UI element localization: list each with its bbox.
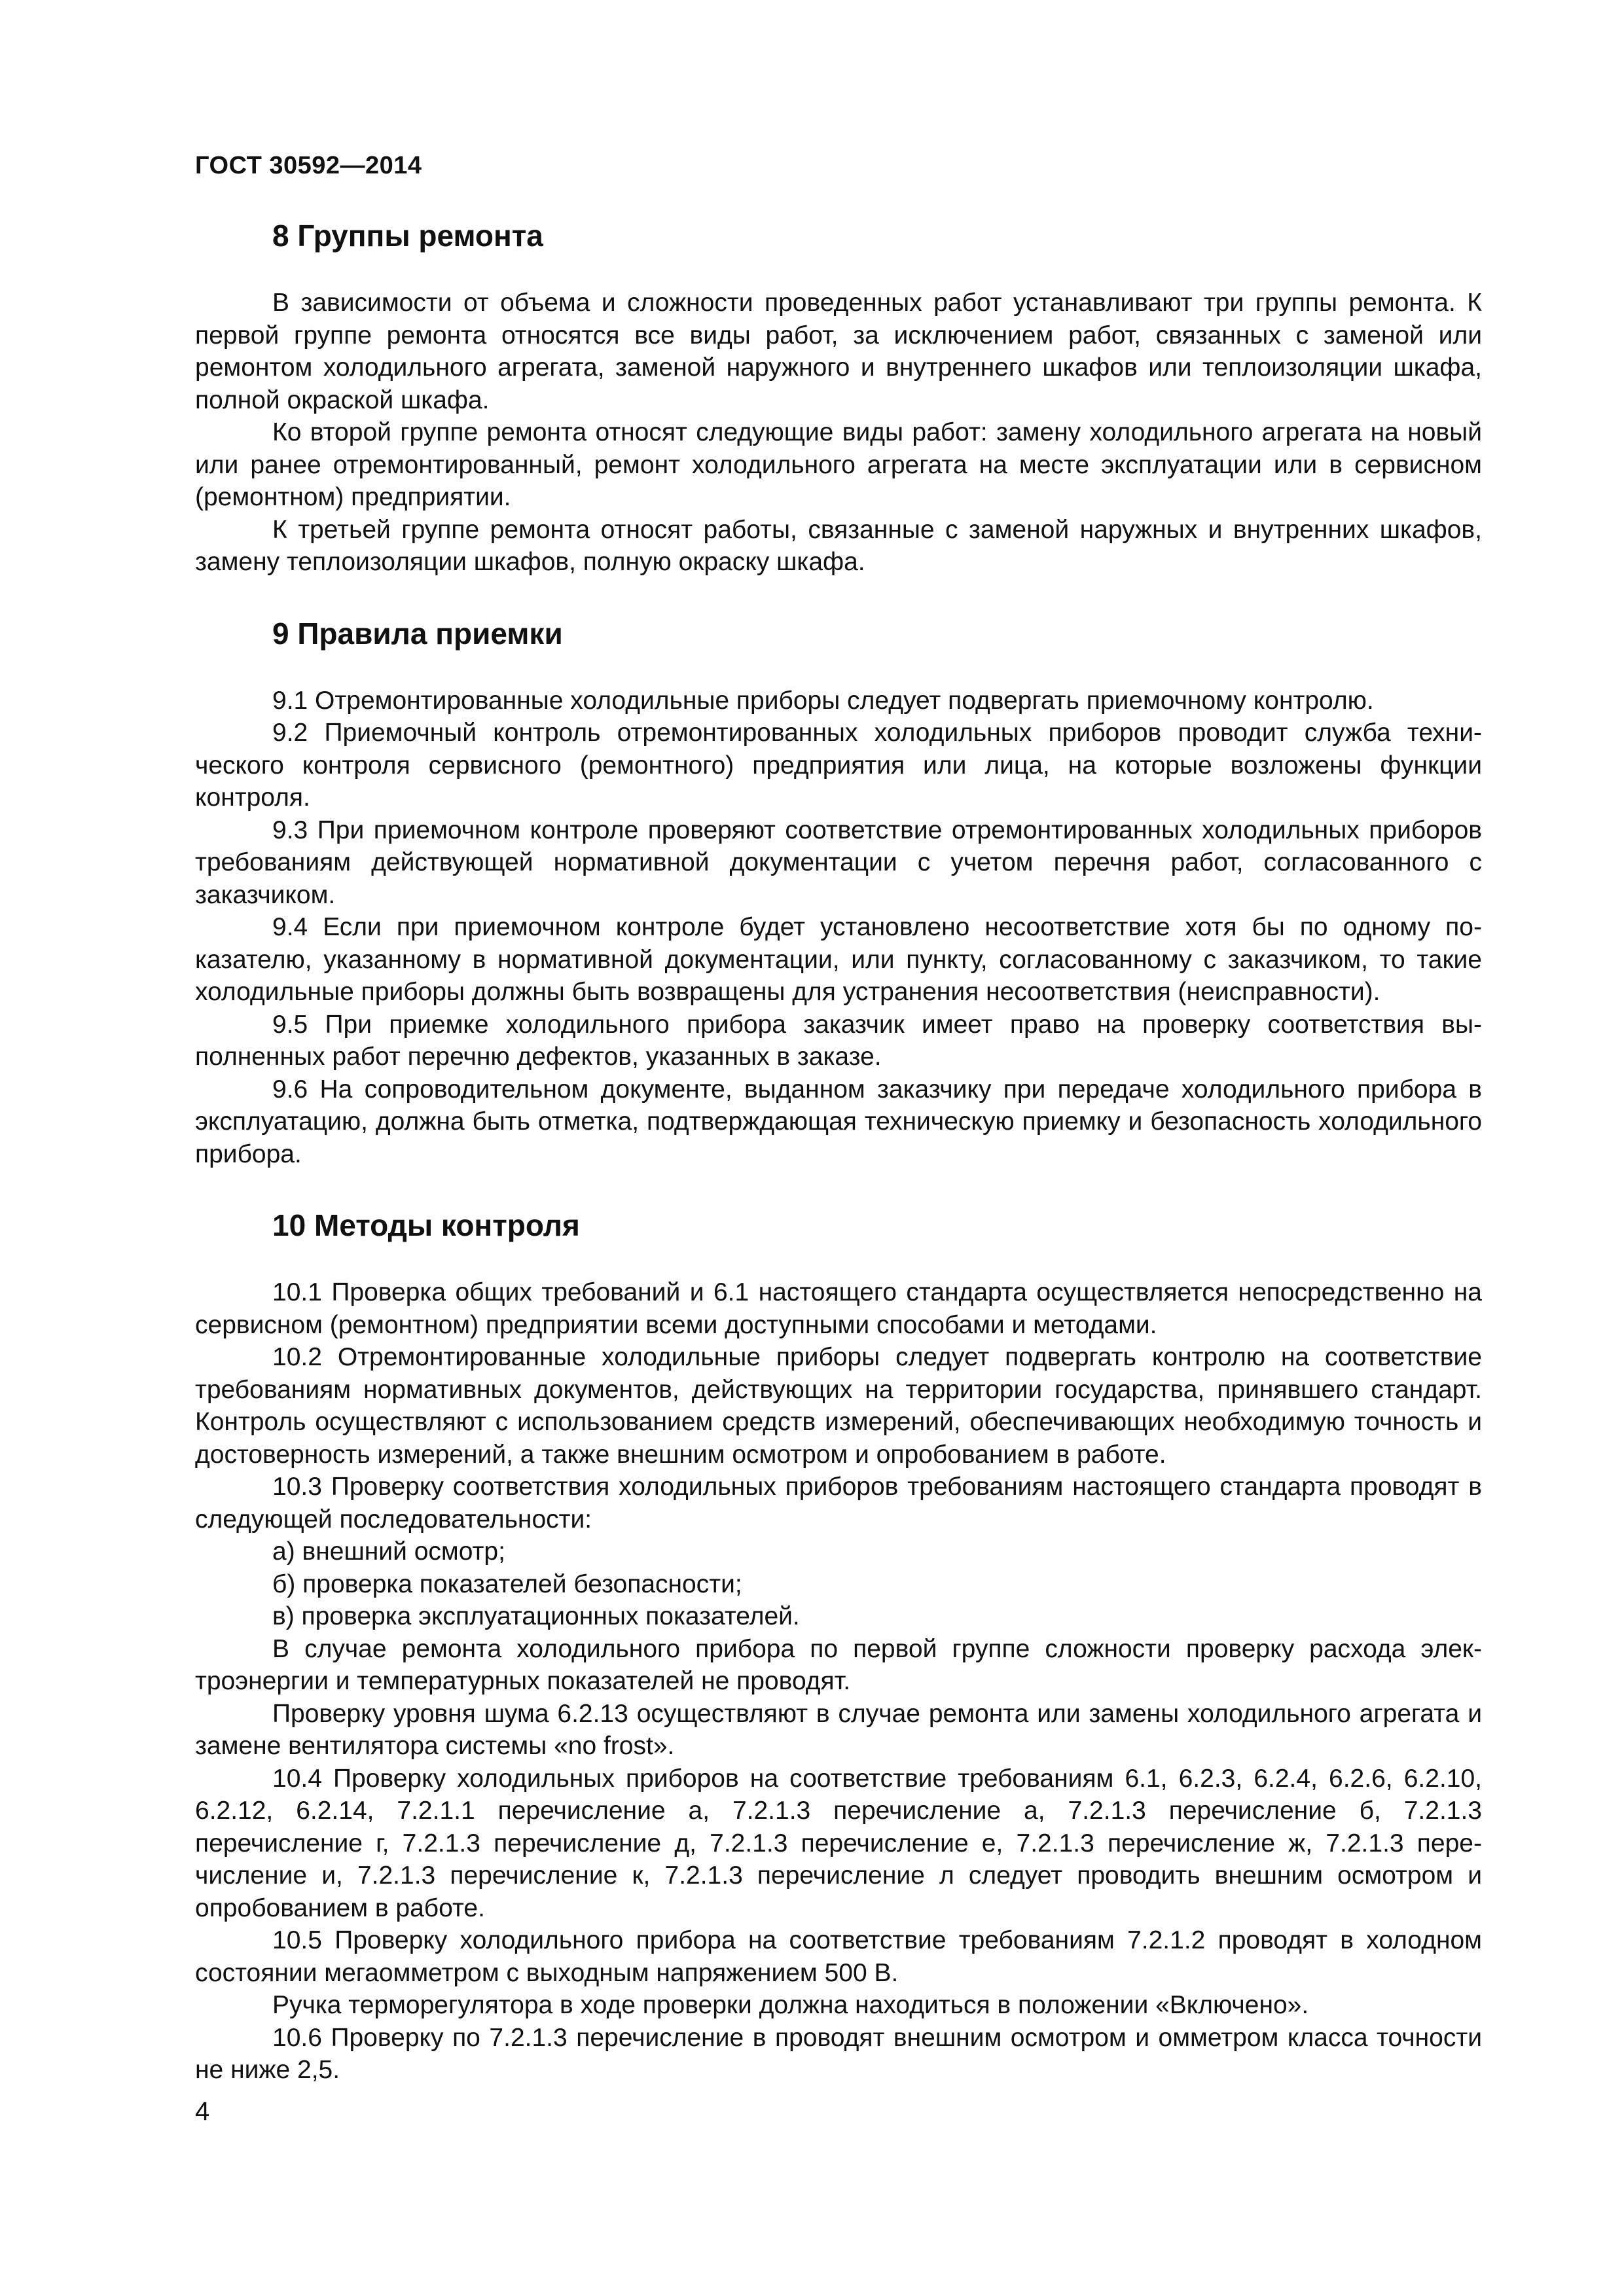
list-item: в) проверка эксплуатационных показателей. [272,1602,800,1630]
paragraph: 9.5 При приемке холодильного прибора заказчик имеет право на проверку соответствия выполненных работ перечню дефектов, указанных в заказе. [195,1010,1482,1071]
paragraph: К третьей группе ремонта относят работы, связанные с заменой наружных и внутренних шкафов, замену теплоизоляции шкафов, полную окраску шкафа. [195,515,1482,576]
paragraph: 9.6 На сопроводительном документе, выданном заказчику при передаче холодильного прибора в эксплуатацию, должна быть отметка, подтверждающая техническую приемку и безопасность холодильного прибора. [195,1075,1482,1168]
section-title: 10 Методы контроля [272,1208,580,1242]
paragraph: 10.3 Проверку соответствия холодильных приборов требованиям настоящего стандарта проводят в следующей последовательности: [195,1473,1482,1534]
paragraph: 9.1 Отремонтированные холодильные приборы следует подвергать приемочному контролю. [272,686,1374,715]
paragraph: 9.3 При приемочном контроле проверяют соответствие отремонтированных холодильных приборов требованиям действующей нормативной документации с учетом перечня работ, согласованного с заказчиком. [195,816,1482,909]
section-acceptance-rules [195,614,1482,1171]
list-item: б) проверка показателей безопасности; [272,1570,742,1598]
paragraph: 10.1 Проверка общих требований и 6.1 настоящего стандарта осуществляется непосредственно на сервисном (ремонтном) предприятии всеми доступными способами и методами. [195,1278,1482,1339]
paragraph: 9.2 Приемочный контроль отремонтированных холодильных приборов проводит служба технического контроля сервисного (ремонтного) предприятия или лица, на которые возложены функции контроля. [195,719,1482,812]
page-number: 4 [195,2097,210,2126]
section-control-methods [195,1206,1482,2087]
paragraph: Ко второй группе ремонта относят следующие виды работ: замену холодильного агрегата на новый или ранее отремонтированный, ремонт холодильного агрегата на месте эксплуатации или в сервисном (ремонтном) предприятии. [195,418,1482,511]
section-title: 9 Правила приемки [272,616,563,651]
paragraph: В зависимости от объема и сложности проведенных работ устанавливают три группы ремонта. К первой группе ремонта относятся все виды работ, за исключением работ, связанных с заменой или ремонтом холодильного агрегата, заменой наружного и внутреннего шкафов или теплоизоляции шкафа, полной окраской шкафа. [195,289,1482,414]
paragraph: Ручка терморегулятора в ходе проверки должна находиться в положении «Включено». [272,1991,1309,2019]
paragraph: 10.5 Проверку холодильного прибора на соответствие требованиям 7.2.1.2 проводят в холодном состоянии мегаомметром с выходным напряжением 500 В. [195,1926,1482,1987]
paragraph: В случае ремонта холодильного прибора по первой группе сложности проверку расхода электроэнергии и температурных показателей не проводят. [195,1634,1482,1695]
paragraph: 10.2 Отремонтированные холодильные приборы следует подвергать контролю на соответствие требованиям нормативных документов, действующих на территории государства, принявшего стандарт. Контроль осуществляют с использованием средств измерений, обеспечивающих необходимую точность и достоверность измерений, а также внешним осмотром и опробованием в работе. [195,1343,1482,1469]
section-title: 8 Группы ремонта [272,219,543,253]
section-repair-groups [195,216,1482,579]
list-item: а) внешний осмотр; [272,1537,505,1566]
paragraph: Проверку уровня шума 6.2.13 осуществляют в случае ремонта или замены холодильного агрегата и замене вентилятора системы «no frost». [195,1699,1482,1760]
document-code-header: ГОСТ 30592—2014 [195,152,422,179]
paragraph: 9.4 Если при приемочном контроле будет установлено несоответствие хотя бы по одному показателю, указанному в нормативной документации, или пункту, согласованному с заказчиком, то такие холодильные приборы должны быть возвращены для устранения несоответствия (неисправности). [195,913,1482,1006]
paragraph: 10.6 Проверку по 7.2.1.3 перечисление в проводят внешним осмотром и омметром класса точности не ниже 2,5. [195,2023,1482,2084]
document-body [195,216,1482,2115]
paragraph: 10.4 Проверку холодильных приборов на соответствие требованиям 6.1, 6.2.3, 6.2.4, 6.2.6, 6.2.10, 6.2.12, 6.2.14, 7.2.1.1 перечисление а, 7.2.1.3 перечисление а, 7.2.1.3 перечисление б, 7.2.1.3 перечисление г, 7.2.1.3 перечисление д, 7.2.1.3 перечисление е, 7.2.1.3 перечисление ж, 7.2.1.3 перечисление и, 7.2.1.3 перечисление к, 7.2.1.3 перечисление л следует проводить внешним осмотром и опробованием в работе. [195,1764,1482,1922]
